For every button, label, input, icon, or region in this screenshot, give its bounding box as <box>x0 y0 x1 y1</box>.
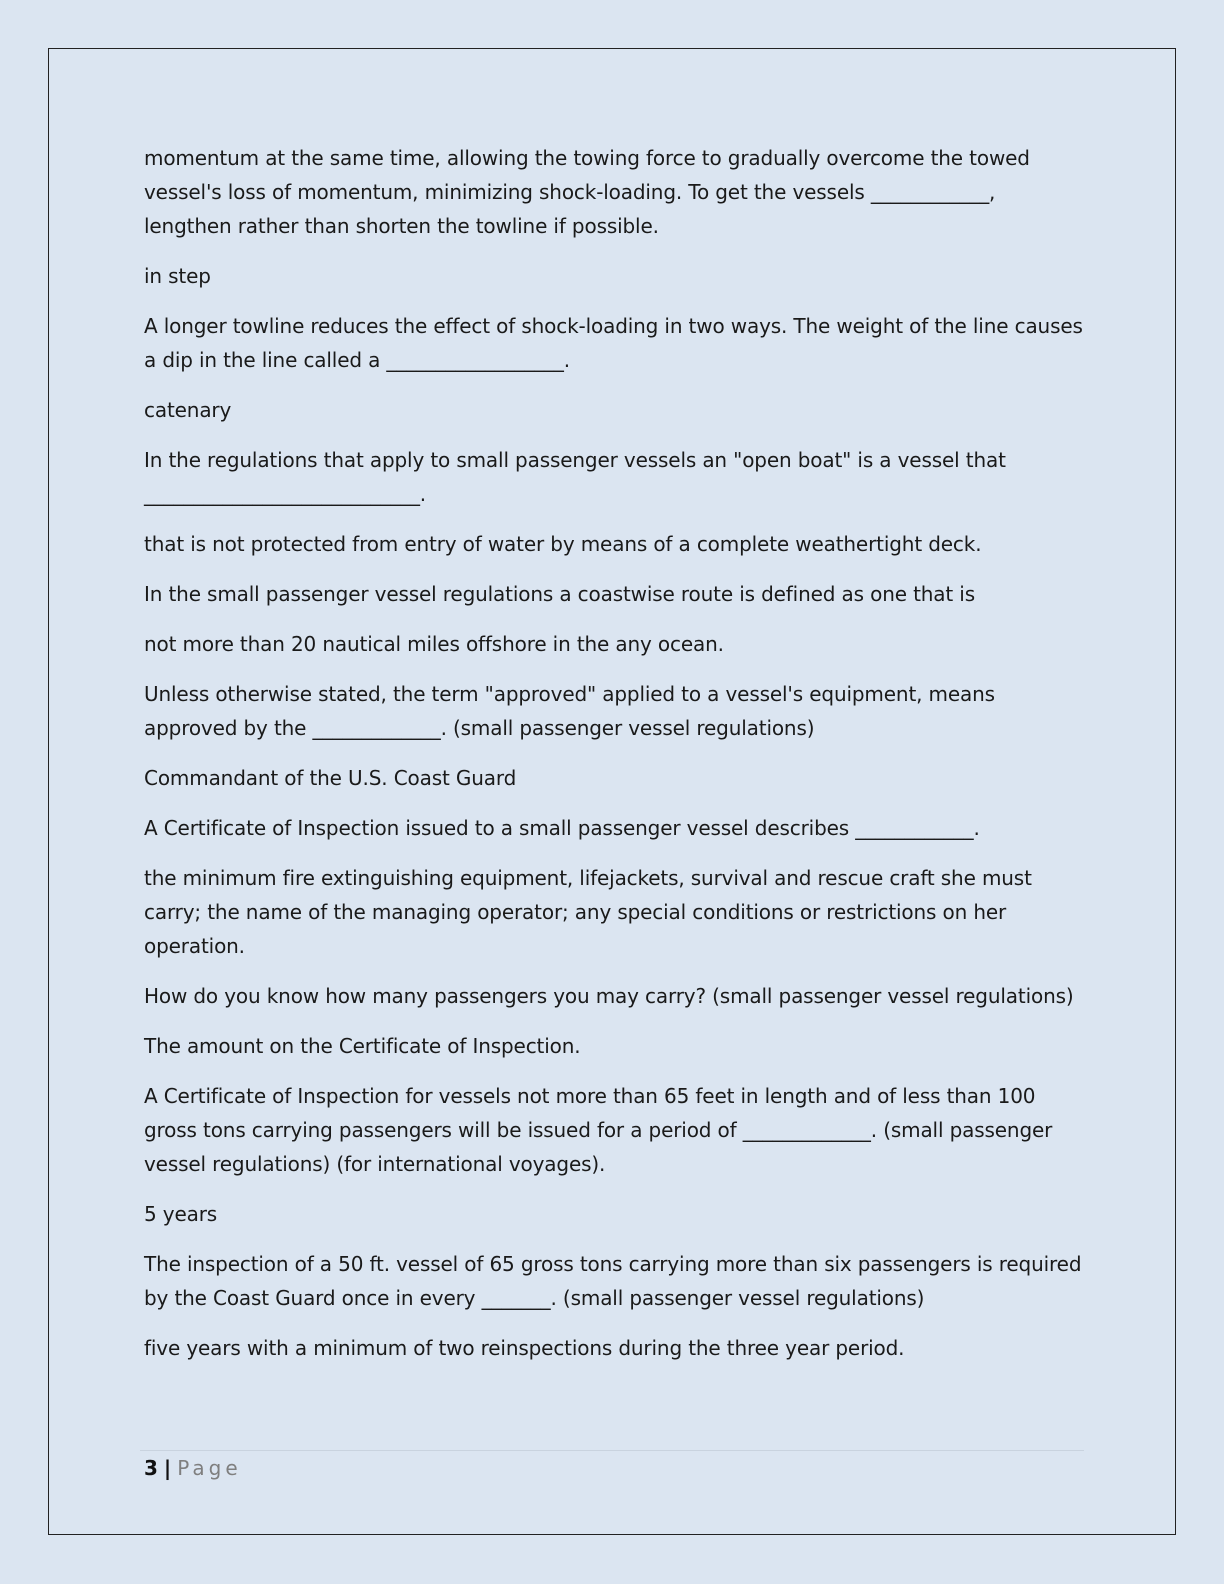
paragraph: A Certificate of Inspection for vessels not more than 65 feet in length and of less than 100 gross tons carrying passengers will be issued for a period of _____________. (small passenger vessel regulations) (for international voyages). <box>144 1084 1059 1176</box>
paragraph: momentum at the same time, allowing the towing force to gradually overcome the towed vessel's loss of momentum, minimizing shock-loading. To get the vessels ____________, lengthen rather than shorten the towline if possible. <box>144 146 1037 238</box>
footer-separator: | <box>163 1456 172 1480</box>
answer-paragraph: that is not protected from entry of water by means of a complete weathertight deck. <box>144 532 982 556</box>
paragraph: A longer towline reduces the effect of shock-loading in two ways. The weight of the line causes a dip in the line called a __________________. <box>144 314 1089 372</box>
answer-paragraph: 5 years <box>144 1202 218 1226</box>
page-label: Page <box>177 1456 242 1480</box>
page-footer <box>144 1455 242 1481</box>
answer-paragraph: catenary <box>144 398 232 422</box>
answer-paragraph: five years with a minimum of two reinspections during the three year period. <box>144 1336 905 1360</box>
answer-paragraph: not more than 20 nautical miles offshore in the any ocean. <box>144 632 724 656</box>
paragraph: In the regulations that apply to small passenger vessels an "open boat" is a vessel that ____________________________. <box>144 448 1012 506</box>
paragraph: A Certificate of Inspection issued to a small passenger vessel describes ____________. <box>144 816 980 840</box>
page-body <box>144 141 1089 1381</box>
answer-paragraph: the minimum fire extinguishing equipment, lifejackets, survival and rescue craft she must carry; the name of the managing operator; any special conditions or restrictions on her operation. <box>144 866 1038 958</box>
page-number: 3 <box>144 1456 158 1480</box>
answer-paragraph: The amount on the Certificate of Inspection. <box>144 1034 581 1058</box>
paragraph: In the small passenger vessel regulations a coastwise route is defined as one that is <box>144 582 975 606</box>
paragraph: The inspection of a 50 ft. vessel of 65 gross tons carrying more than six passengers is required by the Coast Guard once in every _______. (small passenger vessel regulations) <box>144 1252 1088 1310</box>
paragraph: Unless otherwise stated, the term "approved" applied to a vessel's equipment, means approved by the _____________. (small passenger vessel regulations) <box>144 682 1002 740</box>
footer-divider <box>140 1450 1084 1451</box>
answer-paragraph: in step <box>144 264 211 288</box>
answer-paragraph: Commandant of the U.S. Coast Guard <box>144 766 517 790</box>
paragraph: How do you know how many passengers you may carry? (small passenger vessel regulations) <box>144 984 1074 1008</box>
